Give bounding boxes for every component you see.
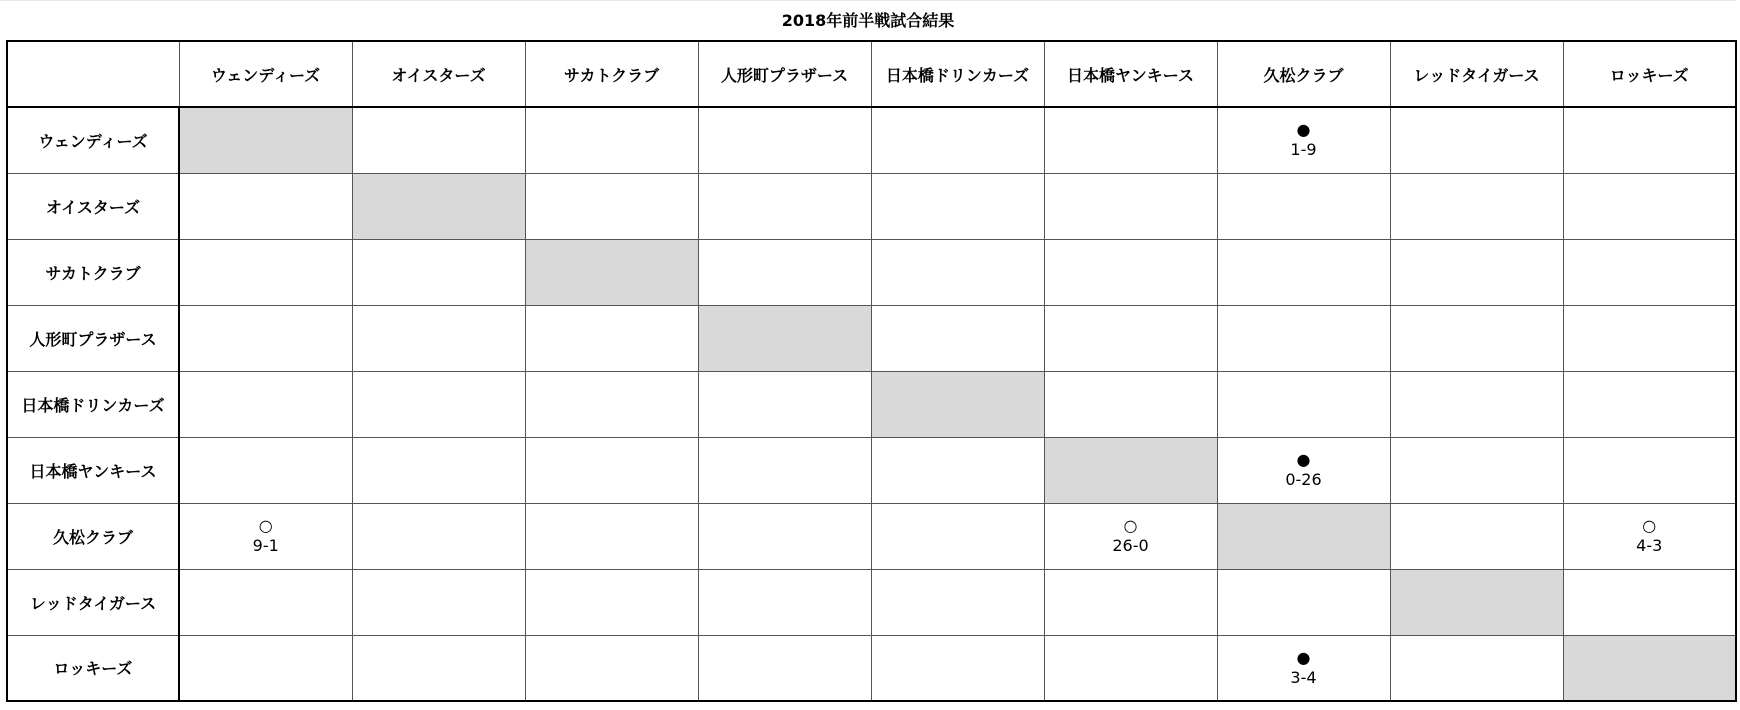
result-content (1045, 516, 1217, 556)
result-cell (1044, 305, 1217, 371)
result-cell (1390, 173, 1563, 239)
result-cell (525, 371, 698, 437)
result-cell (179, 569, 352, 635)
result-cell (352, 635, 525, 701)
result-cell (1390, 437, 1563, 503)
score-text: 1-9 (1290, 140, 1317, 160)
result-cell (1390, 371, 1563, 437)
win-mark-icon: ○ (1642, 516, 1657, 535)
column-header: レッドタイガース (1390, 41, 1563, 107)
result-cell (1217, 635, 1390, 701)
column-header: 久松クラブ (1217, 41, 1390, 107)
result-cell (525, 569, 698, 635)
result-cell (1044, 503, 1217, 569)
win-mark-icon: ○ (1123, 516, 1138, 535)
result-cell (352, 569, 525, 635)
table-row (7, 305, 1736, 371)
result-cell (1217, 437, 1390, 503)
row-header: レッドタイガース (7, 569, 179, 635)
result-cell (1563, 503, 1736, 569)
result-cell (698, 437, 871, 503)
column-header: 人形町プラザース (698, 41, 871, 107)
result-cell (1563, 173, 1736, 239)
result-cell (1217, 239, 1390, 305)
result-cell (1217, 107, 1390, 173)
column-header: 日本橋ヤンキース (1044, 41, 1217, 107)
loss-mark-icon: ● (1296, 647, 1311, 667)
loss-mark-icon: ● (1296, 450, 1311, 469)
table-row (7, 503, 1736, 569)
score-text: 3-4 (1290, 667, 1317, 687)
result-cell (352, 305, 525, 371)
result-cell (179, 503, 352, 569)
score-text: 4-3 (1636, 536, 1663, 555)
score-text: 9-1 (252, 536, 279, 555)
result-cell (698, 371, 871, 437)
result-cell (1563, 569, 1736, 635)
result-cell (1044, 239, 1217, 305)
result-cell (1563, 107, 1736, 173)
table-row (7, 371, 1736, 437)
score-text: 26-0 (1112, 536, 1149, 555)
result-content (1218, 120, 1390, 160)
column-header: 日本橋ドリンカーズ (871, 41, 1044, 107)
result-cell (525, 107, 698, 173)
row-header: 日本橋ドリンカーズ (7, 371, 179, 437)
self-match-cell (698, 305, 871, 371)
table-row (7, 569, 1736, 635)
result-cell (698, 503, 871, 569)
row-header: ロッキーズ (7, 635, 179, 701)
result-cell (871, 305, 1044, 371)
table-row (7, 173, 1736, 239)
result-cell (352, 437, 525, 503)
result-cell (1217, 173, 1390, 239)
result-cell (1217, 569, 1390, 635)
column-header: サカトクラブ (525, 41, 698, 107)
result-cell (1044, 107, 1217, 173)
result-cell (698, 239, 871, 305)
result-cell (698, 107, 871, 173)
result-cell (1390, 305, 1563, 371)
win-mark-icon: ○ (258, 516, 273, 535)
result-cell (352, 107, 525, 173)
result-cell (352, 371, 525, 437)
result-cell (871, 437, 1044, 503)
self-match-cell (1390, 569, 1563, 635)
result-cell (1044, 635, 1217, 701)
result-cell (1390, 503, 1563, 569)
result-cell (179, 437, 352, 503)
corner-cell (7, 41, 179, 107)
score-text: 0-26 (1285, 470, 1322, 489)
result-cell (1390, 107, 1563, 173)
result-cell (1563, 371, 1736, 437)
result-cell (179, 239, 352, 305)
result-cell (179, 371, 352, 437)
result-content (1218, 648, 1390, 688)
result-cell (352, 503, 525, 569)
result-cell (698, 569, 871, 635)
column-header: ウェンディーズ (179, 41, 352, 107)
result-cell (525, 437, 698, 503)
result-cell (525, 503, 698, 569)
self-match-cell (352, 173, 525, 239)
result-cell (871, 239, 1044, 305)
table-row (7, 239, 1736, 305)
result-cell (525, 173, 698, 239)
result-cell (1563, 239, 1736, 305)
result-content (1218, 450, 1390, 490)
table-row (7, 437, 1736, 503)
result-cell (1217, 305, 1390, 371)
self-match-cell (1217, 503, 1390, 569)
result-cell (179, 173, 352, 239)
header-row (7, 41, 1736, 107)
column-header: オイスターズ (352, 41, 525, 107)
self-match-cell (1563, 635, 1736, 701)
results-table (6, 40, 1737, 702)
result-cell (871, 173, 1044, 239)
row-header: 人形町プラザース (7, 305, 179, 371)
loss-mark-icon: ● (1296, 120, 1311, 140)
table-row (7, 107, 1736, 173)
table-row (7, 635, 1736, 701)
result-cell (179, 305, 352, 371)
column-header: ロッキーズ (1563, 41, 1736, 107)
result-cell (1390, 239, 1563, 305)
result-cell (352, 239, 525, 305)
self-match-cell (179, 107, 352, 173)
result-cell (1563, 305, 1736, 371)
result-cell (1044, 569, 1217, 635)
row-header: サカトクラブ (7, 239, 179, 305)
result-cell (698, 173, 871, 239)
result-cell (1217, 371, 1390, 437)
row-header: 日本橋ヤンキース (7, 437, 179, 503)
result-cell (525, 635, 698, 701)
page-title: 2018年前半戦試合結果 (0, 0, 1736, 39)
self-match-cell (871, 371, 1044, 437)
row-header: 久松クラブ (7, 503, 179, 569)
result-content (1564, 516, 1736, 556)
result-cell (1044, 173, 1217, 239)
result-cell (871, 503, 1044, 569)
result-cell (871, 635, 1044, 701)
self-match-cell (525, 239, 698, 305)
self-match-cell (1044, 437, 1217, 503)
result-content (180, 516, 352, 556)
result-cell (698, 635, 871, 701)
row-header: オイスターズ (7, 173, 179, 239)
result-cell (871, 107, 1044, 173)
result-cell (871, 569, 1044, 635)
result-cell (1563, 437, 1736, 503)
result-cell (179, 635, 352, 701)
result-cell (1390, 635, 1563, 701)
row-header: ウェンディーズ (7, 107, 179, 173)
result-cell (525, 305, 698, 371)
result-cell (1044, 371, 1217, 437)
